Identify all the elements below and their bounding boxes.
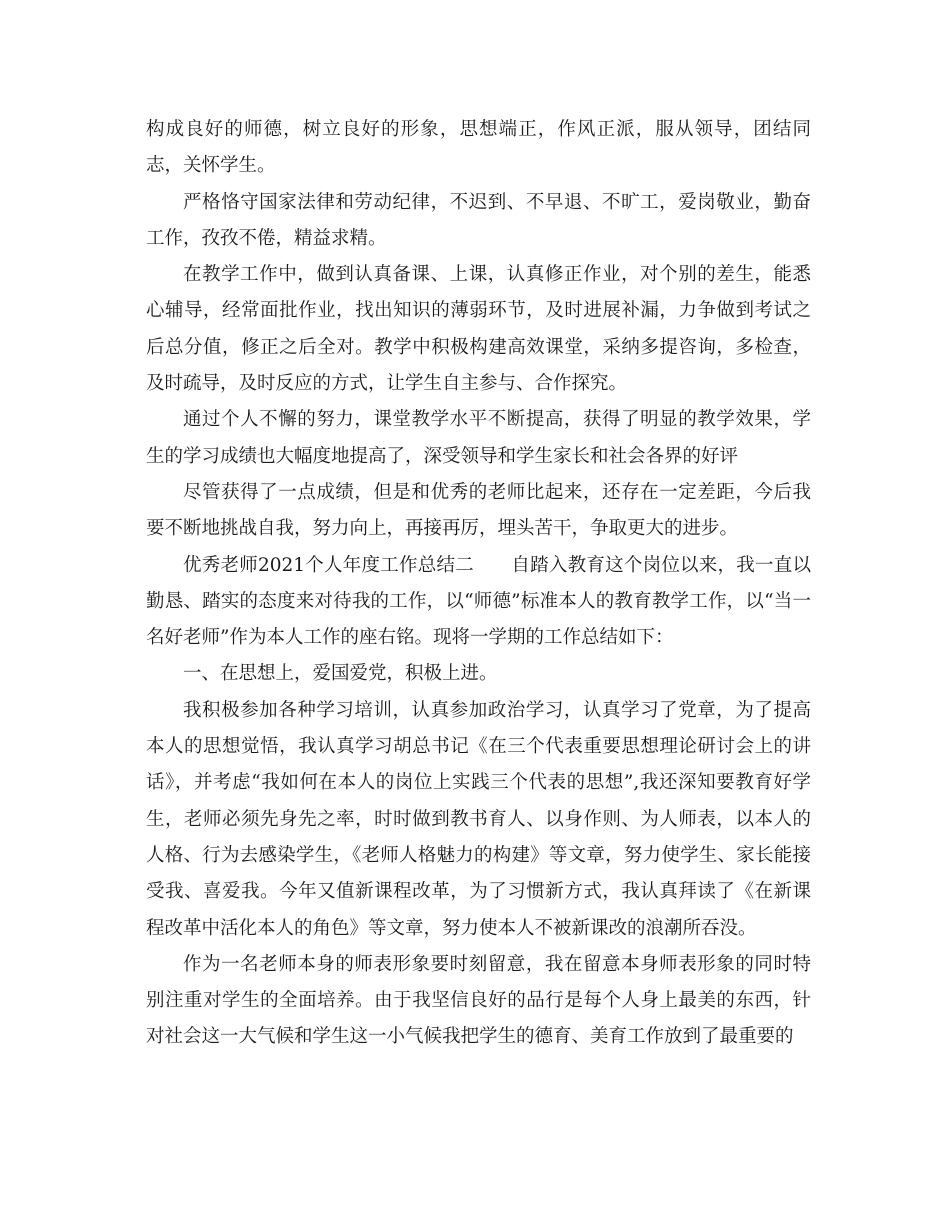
paragraph: 通过个人不懈的努力，课堂教学水平不断提高，获得了明显的教学效果，学生的学习成绩也大幅度地提高了，深受领导和学生家长和社会各界的好评 <box>146 409 811 467</box>
paragraph: 作为一名老师本身的师表形象要时刻留意，我在留意本身师表形象的同时特别注重对学生的全面培养。由于我坚信良好的品行是每个人身上最美的东西，针对社会这一大气候和学生这一小气候我把学生的德育、美育工作放到了最重要的 <box>146 953 811 1048</box>
document-body <box>146 112 811 1056</box>
paragraph: 严格恪守国家法律和劳动纪律，不迟到、不早退、不旷工，爱岗敬业，勤奋工作，孜孜不倦，精益求精。 <box>146 191 811 249</box>
paragraph-heading: 一、在思想上，爱国爱党，积极上进。 <box>183 663 498 685</box>
paragraph-section-title: 优秀老师2021个人年度工作总结二 自踏入教育这个岗位以来，我一直以勤恳、踏实的态度来对待我的工作，以“师德”标准本人的教育教学工作，以“当一名好老师”作为本人工作的座右铭。现将一学期的工作总结如下： <box>146 554 811 649</box>
paragraph: 尽管获得了一点成绩，但是和优秀的老师比起来，还存在一定差距，今后我要不断地挑战自我，努力向上，再接再厉，埋头苦干，争取更大的进步。 <box>146 481 811 540</box>
paragraph: 在教学工作中，做到认真备课、上课，认真修正作业，对个别的差生，能悉心辅导，经常面批作业，找出知识的薄弱环节，及时进展补漏，力争做到考试之后总分值，修正之后全对。教学中积极构建高效课堂，采纳多提咨询，多检查，及时疏导，及时反应的方式，让学生自主参与、合作探究。 <box>146 264 811 395</box>
paragraph: 我积极参加各种学习培训，认真参加政治学习，认真学习了党章，为了提高本人的思想觉悟，我认真学习胡总书记《在三个代表重要思想理论研讨会上的讲话》，并考虑“我如何在本人的岗位上实践三个代表的思想”,我还深知要教育好学生，老师必须先身先之率，时时做到教书育人、以身作则、为人师表，以本人的人格、行为去感染学生，《老师人格魅力的构建》等文章，努力使学生、家长能接受我、喜爱我。今年又值新课程改革，为了习惯新方式，我认真拜读了《在新课程改革中活化本人的角色》等文章，努力使本人不被新课改的浪潮所吞没。 <box>146 699 811 939</box>
paragraph-continuation: 构成良好的师德，树立良好的形象，思想端正，作风正派，服从领导，团结同志，关怀学生。 <box>146 119 811 177</box>
